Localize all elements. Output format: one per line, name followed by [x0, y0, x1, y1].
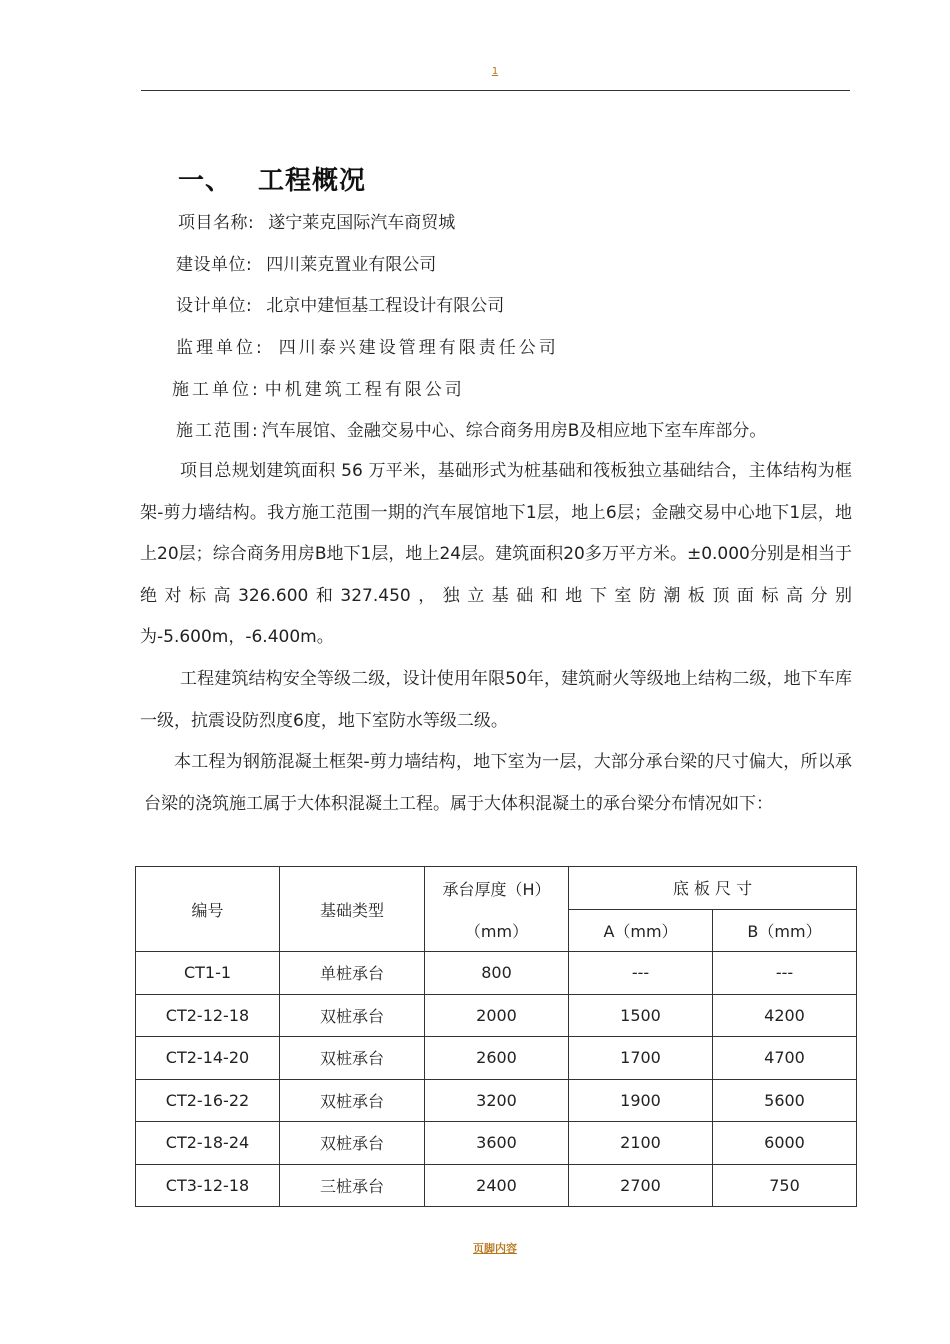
cell-b: 4700 [713, 1037, 857, 1080]
cell-h: 3200 [425, 1079, 569, 1122]
cell-h: 3600 [425, 1122, 569, 1165]
info-scope: 施工范围: 汽车展馆、金融交易中心、综合商务用房B及相应地下室车库部分。 [176, 421, 767, 441]
info-designer: 设计单位: 北京中建恒基工程设计有限公司 [176, 296, 505, 316]
header-base-size: 底 板 尺 寸 [569, 867, 857, 910]
cell-a: 1700 [569, 1037, 713, 1080]
cell-h: 2400 [425, 1164, 569, 1207]
header-foundation-type: 基础类型 [280, 867, 425, 952]
cell-b: 750 [713, 1164, 857, 1207]
header-a: A（mm） [569, 909, 713, 952]
header-b: B（mm） [713, 909, 857, 952]
cell-a: 2700 [569, 1164, 713, 1207]
cell-type: 双桩承台 [280, 1079, 425, 1122]
cell-id: CT3-12-18 [136, 1164, 280, 1207]
cell-type: 双桩承台 [280, 994, 425, 1037]
pile-cap-table [135, 866, 857, 1207]
cell-b: 5600 [713, 1079, 857, 1122]
section-title: 工程概况 [258, 166, 367, 196]
paragraph-safety-grades: 工程建筑结构安全等级二级，设计使用年限50年，建筑耐火等级地上结构二级，地下车库一级，抗震设防烈度6度，地下室防水等级二级。 [140, 669, 852, 731]
info-contractor: 施工单位: 中机建筑工程有限公司 [172, 380, 465, 400]
header-thickness-unit: （mm） [425, 909, 569, 952]
table-row [136, 1164, 857, 1207]
cell-h: 2000 [425, 994, 569, 1037]
cell-type: 单桩承台 [280, 952, 425, 995]
cell-b: 6000 [713, 1122, 857, 1165]
header-thickness: 承台厚度（H） [425, 867, 569, 910]
cell-a: --- [569, 952, 713, 995]
info-supervisor: 监理单位: 四川泰兴建设管理有限责任公司 [176, 338, 559, 358]
table-row [136, 1037, 857, 1080]
cell-b: --- [713, 952, 857, 995]
table-header-row [136, 867, 857, 910]
cell-id: CT2-16-22 [136, 1079, 280, 1122]
cell-id: CT2-18-24 [136, 1122, 280, 1165]
cell-type: 双桩承台 [280, 1037, 425, 1080]
cell-type: 双桩承台 [280, 1122, 425, 1165]
cell-b: 4200 [713, 994, 857, 1037]
section-number: 一、 [178, 166, 233, 196]
cell-a: 1900 [569, 1079, 713, 1122]
cell-id: CT2-14-20 [136, 1037, 280, 1080]
table-row [136, 952, 857, 995]
paragraph-mass-concrete: 本工程为钢筋混凝土框架-剪力墙结构，地下室为一层，大部分承台梁的尺寸偏大，所以承台梁的浇筑施工属于大体积混凝土工程。属于大体积混凝土的承台梁分布情况如下： [144, 752, 852, 814]
cell-id: CT1-1 [136, 952, 280, 995]
page-footer: 页脚内容 [473, 1242, 517, 1255]
table-row [136, 1122, 857, 1165]
page-number: 1 [491, 66, 499, 77]
cell-a: 2100 [569, 1122, 713, 1165]
header-id: 编号 [136, 867, 280, 952]
cell-type: 三桩承台 [280, 1164, 425, 1207]
cell-id: CT2-12-18 [136, 994, 280, 1037]
cell-h: 2600 [425, 1037, 569, 1080]
header-divider [141, 90, 850, 91]
info-project-name: 项目名称: 遂宁莱克国际汽车商贸城 [178, 213, 456, 233]
table-row [136, 1079, 857, 1122]
cell-a: 1500 [569, 994, 713, 1037]
table-row [136, 994, 857, 1037]
cell-h: 800 [425, 952, 569, 995]
section-heading [178, 160, 366, 197]
info-owner: 建设单位: 四川莱克置业有限公司 [176, 255, 437, 275]
paragraph-overview: 项目总规划建筑面积 56 万平米，基础形式为桩基础和筏板独立基础结合，主体结构为框架-剪力墙结构。我方施工范围一期的汽车展馆地下1层，地上6层；金融交易中心地下1层，地上20层；综合商务用房B地下1层，地上24层。建筑面积20多万平方米。±0.000分别是相当于绝对标高326.600和327.450，独立基础和地下室防潮板顶面标高分别为-5.600m，-6.400m。 [140, 461, 852, 647]
